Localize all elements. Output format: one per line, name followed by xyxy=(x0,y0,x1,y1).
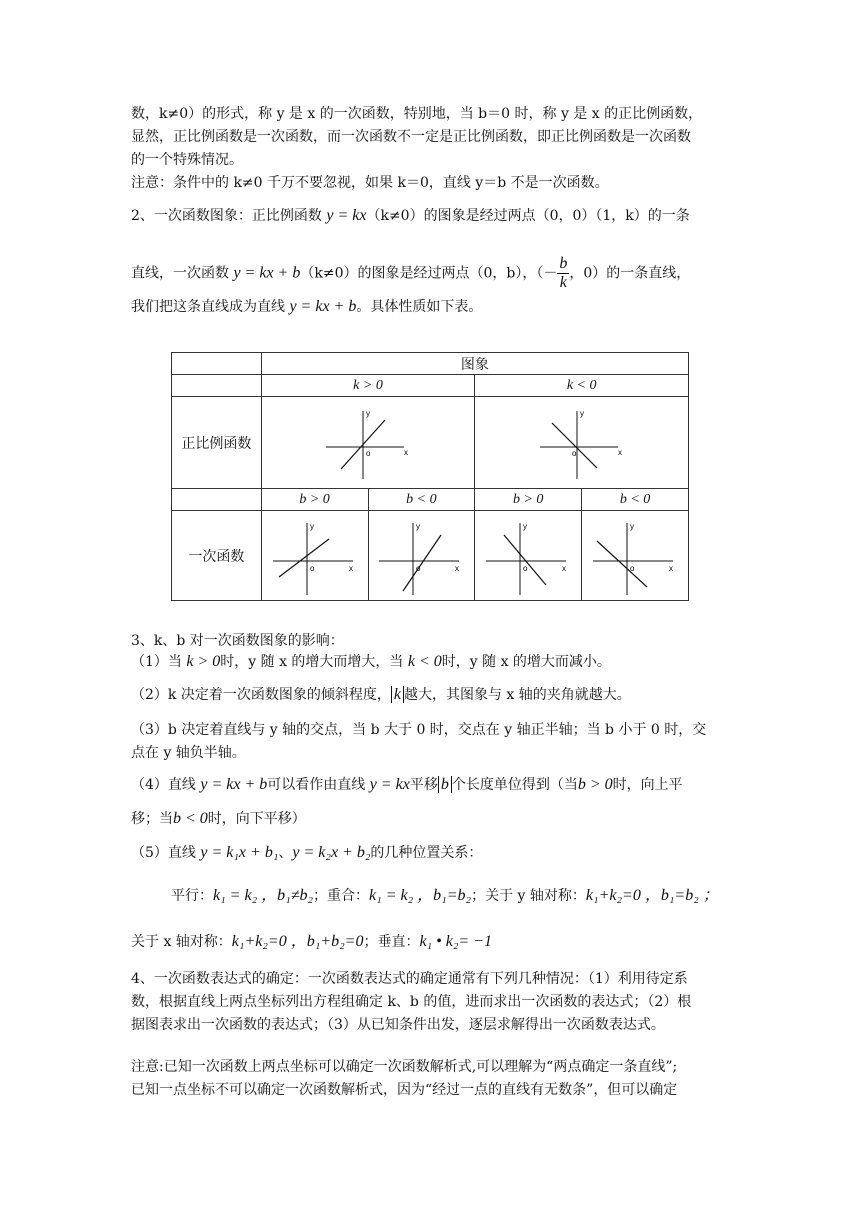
graph-lin-kneg-bpos xyxy=(475,511,582,601)
s2-line2: 直线，一次函数 y = kx + b（k≠0）的图象是经过两点（0，b），（－ $\frac{b}{k}$ ，0）的一条直线， xyxy=(131,255,691,291)
svg-text:y: y xyxy=(309,521,314,531)
para1-line3: 的一个特殊情况。 xyxy=(131,152,243,168)
svg-text:x: x xyxy=(669,563,674,573)
header-b-pos-1: b > 0 xyxy=(261,489,368,511)
svg-text:y: y xyxy=(416,521,421,531)
svg-text:o: o xyxy=(571,448,577,458)
properties-table xyxy=(171,352,689,601)
s4-line2: 数，根据直线上两点坐标列出方程组确定 k、b 的值，进而求出一次函数的表达式；（2）根 xyxy=(131,994,692,1010)
s2-line1: 2、一次函数图象：正比例函数 y = kx（k≠0）的图象是经过两点（0，0）（1，k）的一条 xyxy=(131,207,690,224)
header-b-neg-2: b < 0 xyxy=(582,489,689,511)
s3-item3-line1: （3）b 决定着直线与 y 轴的交点，当 b 大于 0 时，交点在 y 轴正半轴；当 b 小于 0 时，交 xyxy=(131,722,707,738)
abs-b: b xyxy=(438,776,452,793)
corner-cell xyxy=(172,353,262,375)
fraction-b-over-k: $\frac{b}{k}$ xyxy=(559,255,568,291)
para1-note: 注意：条件中的 k≠0 千万不要忽视，如果 k＝0，直线 y＝b 不是一次函数。 xyxy=(131,175,609,191)
formula-y-kxb: y = kx + b xyxy=(233,264,301,282)
svg-text:o: o xyxy=(416,563,421,573)
header-k-pos: k > 0 xyxy=(261,375,475,397)
header-b-neg-1: b < 0 xyxy=(368,489,475,511)
formula-y-kx: y = kx xyxy=(326,207,367,224)
graph-lin-kneg-bneg-svg xyxy=(587,515,683,597)
graph-prop-kneg xyxy=(475,397,689,489)
formula-y-kxb-2: y = kx + b xyxy=(289,298,357,315)
graph-lin-kpos-bneg-svg xyxy=(373,515,469,597)
s4-line1: 4、一次函数表达式的确定：一次函数表达式的确定通常有下列几种情况：（1）利用待定系 xyxy=(131,971,688,987)
s3-item2: （2）k 决定着一次函数图象的倾斜程度， k 越大，其图象与 x 轴的夹角就越大。 xyxy=(131,686,631,703)
s3-title: 3、k、b 对一次函数图象的影响： xyxy=(131,633,344,649)
s3-item4-line2: 移；当b < 0时，向下平移） xyxy=(131,810,306,827)
svg-text:x: x xyxy=(348,563,353,573)
svg-text:y: y xyxy=(579,408,584,418)
graph-lin-kpos-bpos-svg xyxy=(267,515,363,597)
axis-x-label: x xyxy=(404,447,408,457)
note-line2: 已知一点坐标不可以确定一次函数解析式，因为“经过一点的直线有无数条”，但可以确定 xyxy=(131,1082,678,1098)
row-label-linear: 一次函数 xyxy=(172,511,262,601)
s3-item3-line2: 点在 y 轴负半轴。 xyxy=(131,745,246,761)
axis-y-label: y xyxy=(366,408,370,418)
s2-line3: 我们把这条直线成为直线 y = kx + b。具体性质如下表。 xyxy=(131,298,483,315)
graph-prop-kpos-svg xyxy=(318,403,418,483)
svg-text:x: x xyxy=(617,447,622,457)
para1-line1: 数，k≠0）的形式，称 y 是 x 的一次函数，特别地，当 b＝0 时，称 y 是 x 的正比例函数， xyxy=(131,106,703,122)
svg-text:x: x xyxy=(455,563,460,573)
graph-prop-kneg-svg xyxy=(532,403,632,483)
svg-text:o: o xyxy=(309,563,315,573)
relation-line1: 平行：k₁ = k₂ ，b₁≠b₂；重合：k₁ = k₂ ，b₁=b₂；关于 y 轴对称：k₁+k₂=0 ，b₁=b₂ ； xyxy=(171,887,719,904)
svg-text:x: x xyxy=(562,563,567,573)
para1-line2: 显然，正比例函数是一次函数，而一次函数不一定是正比例函数，即正比例函数是一次函数 xyxy=(131,129,691,145)
graph-lin-kpos-bpos xyxy=(261,511,368,601)
svg-text:y: y xyxy=(523,521,528,531)
row-label-proportional: 正比例函数 xyxy=(172,397,262,489)
table-header: 图象 xyxy=(261,353,688,375)
origin-label: o xyxy=(366,448,371,458)
graph-lin-kpos-bneg xyxy=(368,511,475,601)
header-k-neg: k < 0 xyxy=(475,375,689,397)
graph-lin-kneg-bneg xyxy=(582,511,689,601)
svg-text:o: o xyxy=(630,563,635,573)
svg-text:y: y xyxy=(630,521,635,531)
relation-line2: 关于 x 轴对称：k₁+k₂=0 ，b₁+b₂=0；垂直：k₁ • k₂= −1 xyxy=(131,933,492,950)
abs-k: k xyxy=(391,686,404,703)
note-line1: 注意:已知一次函数上两点坐标可以确定一次函数解析式,可以理解为“两点确定一条直线”; xyxy=(131,1059,678,1075)
s4-line3: 据图表求出一次函数的表达式；（3）从已知条件出发，逐层求解得出一次函数表达式。 xyxy=(131,1017,665,1033)
s3-item5: （5）直线 y = k₁x + b₁、y = k₂x + b₂的几种位置关系： xyxy=(131,844,483,861)
graph-prop-kpos xyxy=(261,397,475,489)
header-b-pos-2: b > 0 xyxy=(475,489,582,511)
s3-item1: （1）当 k > 0时，y 随 x 的增大而增大，当 k < 0时，y 随 x 的增大而减小。 xyxy=(131,653,611,670)
s3-item4-line1: （4）直线 y = kx + b可以看作由直线 y = kx平移 b 个长度单位得到（当b > 0时，向上平 xyxy=(131,776,683,793)
svg-text:o: o xyxy=(523,563,528,573)
graph-lin-kneg-bpos-svg xyxy=(480,515,576,597)
